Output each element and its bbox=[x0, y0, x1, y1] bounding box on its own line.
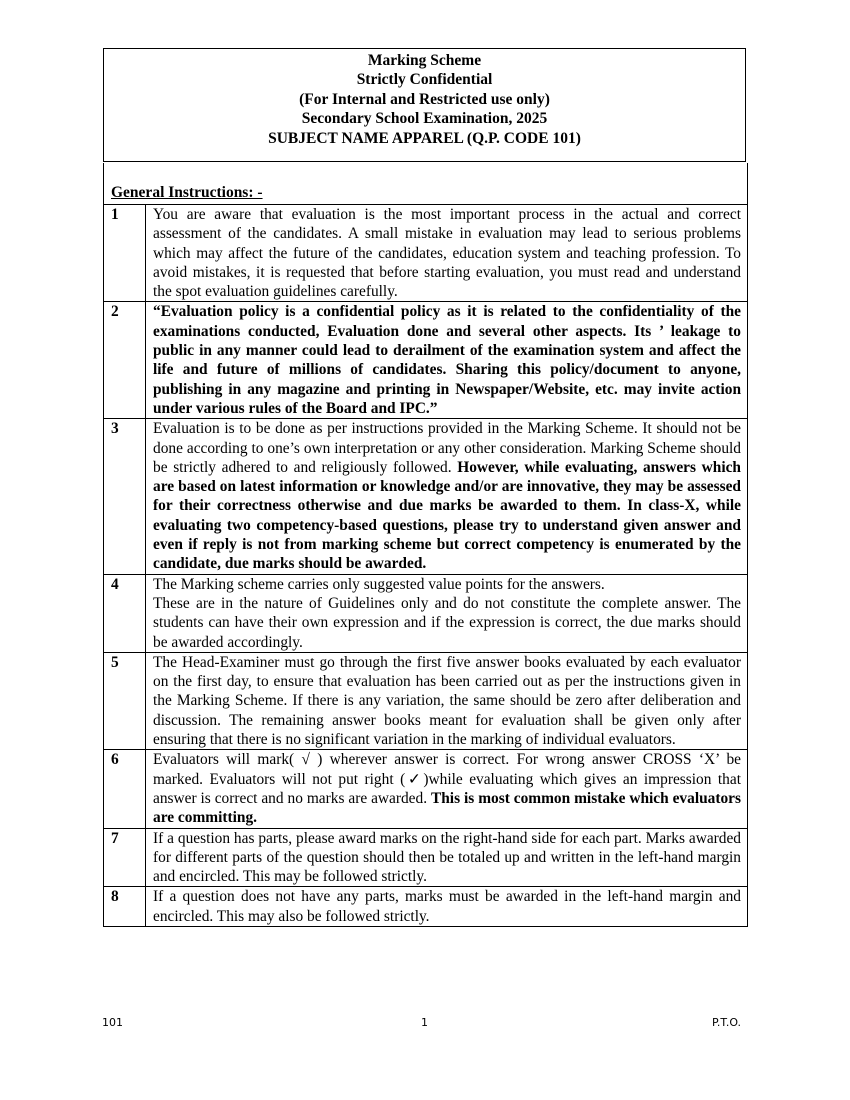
instruction-row bbox=[104, 828, 748, 887]
header-confidential: Strictly Confidential bbox=[356, 71, 493, 89]
instruction-text bbox=[146, 302, 748, 419]
instruction-text bbox=[146, 887, 748, 927]
instruction-number: 8 bbox=[104, 887, 146, 927]
instruction-number: 5 bbox=[104, 652, 146, 749]
instruction-text bbox=[146, 419, 748, 574]
instruction-text bbox=[146, 750, 748, 828]
instruction-number: 6 bbox=[104, 750, 146, 828]
instruction-number: 1 bbox=[104, 205, 146, 302]
instruction-number: 7 bbox=[104, 828, 146, 887]
instructions-table bbox=[103, 204, 748, 927]
header-exam: Secondary School Examination, 2025 bbox=[301, 110, 548, 128]
general-instructions-label: General Instructions: - bbox=[111, 184, 263, 201]
document-header bbox=[103, 48, 746, 162]
instruction-number: 4 bbox=[104, 574, 146, 652]
instruction-row bbox=[104, 887, 748, 927]
footer-page-number: 1 bbox=[421, 1016, 428, 1029]
instruction-row bbox=[104, 205, 748, 302]
instruction-number: 3 bbox=[104, 419, 146, 574]
instruction-bold-text: However, while evaluating, answers which are based on latest information or knowledge and/or are innovative, they may be assessed for their correctness otherwise and due marks be awarded to them. In class-X, while evaluating two competency-based questions, please try to understand given answer and even if reply is not from marking scheme but correct competency is enumerated by the candidate, due marks should be awarded. bbox=[153, 458, 741, 573]
footer-pto: P.T.O. bbox=[712, 1016, 742, 1029]
instruction-row bbox=[104, 652, 748, 749]
instruction-text bbox=[146, 828, 748, 887]
instruction-text-segment: The Marking scheme carries only suggested value points for the answers. bbox=[153, 575, 605, 593]
instruction-row bbox=[104, 750, 748, 828]
instruction-text-segment: Evaluators will mark( √ ) wherever answer is correct. For wrong answer CROSS ‘X’ be marked. Evaluators will not put right (✓)while evaluating which gives an impression that answer is correct and no marks are awarded. bbox=[153, 751, 741, 807]
instruction-text-segment: If a question has parts, please award marks on the right-hand side for each part. Marks awarded for different parts of the question should then be totaled up and written in the left-hand margin and encircled. This may be followed strictly. bbox=[153, 829, 741, 886]
instruction-row bbox=[104, 302, 748, 419]
instruction-text-segment: The Head-Examiner must go through the first five answer books evaluated by each evaluator on the first day, to ensure that evaluation has been carried out as per the instructions given in the Marking Scheme. If there is any variation, the same should be zero after deliberation and discussion. The remaining answer books meant for evaluation shall be given only after ensuring that there is no significant variation in the marking of individual evaluators. bbox=[153, 653, 741, 749]
instruction-text-segment: These are in the nature of Guidelines only and do not constitute the complete answer. The students can have their own expression and if the expression is correct, the due marks should be awarded accordingly. bbox=[153, 594, 741, 651]
header-title: Marking Scheme bbox=[367, 52, 482, 69]
instruction-text-segment: Evaluation is to be done as per instructions provided in the Marking Scheme. It should not be done according to one’s own interpretation or any other consideration. Marking Scheme should be strictly adhered to and religiously followed. bbox=[153, 420, 741, 476]
header-restricted: (For Internal and Restricted use only) bbox=[299, 90, 550, 108]
footer-qp-code: 101 bbox=[102, 1016, 123, 1029]
instruction-text bbox=[146, 205, 748, 302]
instruction-bold-text: “Evaluation policy is a confidential policy as it is related to the confidentiality of the examinations conducted, Evaluation done and several other aspects. Its ’ leakage to public in any manner could lead to derailment of the examination system and affect the life and future of millions of candidates. Sharing this policy/document to anyone, publishing in any magazine and printing in Newspaper/Website, etc. may invite action under various rules of the Board and IPC.” bbox=[153, 303, 741, 417]
instruction-text-segment: If a question does not have any parts, marks must be awarded in the left-hand margin and encircled. This may also be followed strictly. bbox=[153, 888, 741, 925]
instruction-bold-text: This is most common mistake which evaluators are committing. bbox=[153, 789, 741, 827]
general-instructions-heading bbox=[103, 163, 748, 205]
instruction-text bbox=[146, 652, 748, 749]
instruction-number: 2 bbox=[104, 302, 146, 419]
instruction-row bbox=[104, 574, 748, 652]
instruction-text bbox=[146, 574, 748, 652]
instruction-text-segment: You are aware that evaluation is the most important process in the actual and correct assessment of the candidates. A small mistake in evaluation may lead to serious problems which may affect the future of the candidates, education system and teaching profession. To avoid mistakes, it is requested that before starting evaluation, you must read and understand the spot evaluation guidelines carefully. bbox=[153, 206, 741, 301]
header-subject: SUBJECT NAME APPAREL (Q.P. CODE 101) bbox=[268, 129, 581, 147]
instruction-row bbox=[104, 419, 748, 574]
